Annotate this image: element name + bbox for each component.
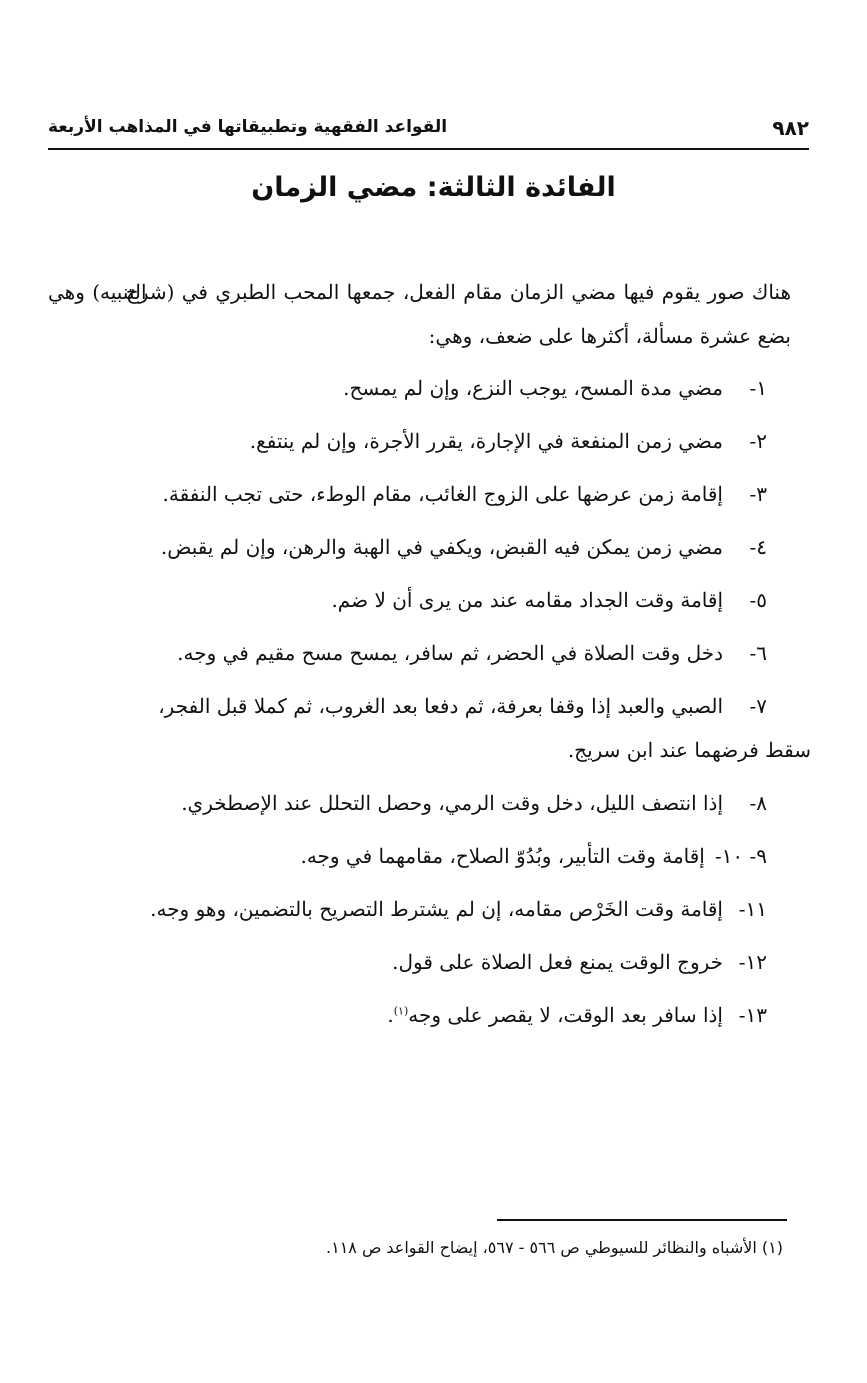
item-text-continued: سقط فرضهما عند ابن سريج. <box>567 738 811 762</box>
item-text: الصبي والعبد إذا وقفا بعرفة، ثم دفعا بعد الغروب، ثم كملا قبل الفجر، <box>158 694 723 718</box>
footnote-divider <box>497 1219 787 1221</box>
list-item <box>48 631 767 675</box>
item-number: ٩- ١٠- <box>714 844 767 868</box>
list-item <box>48 525 767 569</box>
item-text: إذا سافر بعد الوقت، لا يقصر على وجه <box>408 1003 723 1027</box>
item-number: ٢- <box>749 429 767 453</box>
item-text: مضي زمن يمكن فيه القبض، ويكفي في الهبة والرهن، وإن لم يقبض. <box>160 535 723 559</box>
list-item <box>48 472 767 516</box>
section-title: الفائدة الثالثة: مضي الزمان <box>251 172 616 203</box>
list-item <box>48 578 767 622</box>
item-text: إقامة زمن عرضها على الزوج الغائب، مقام الوطء، حتى تجب النفقة. <box>162 482 723 506</box>
item-text-end: . <box>387 1003 394 1027</box>
list-item <box>48 684 811 772</box>
item-number: ٣- <box>749 482 767 506</box>
page-number: ٩٨٢ <box>772 116 809 140</box>
list-item <box>48 419 767 463</box>
intro-paragraph <box>48 270 791 358</box>
item-number: ١٣- <box>738 1003 767 1027</box>
item-number: ٤- <box>749 535 767 559</box>
item-number: ١٢- <box>738 950 767 974</box>
running-header <box>48 112 809 150</box>
item-text: مضي زمن المنفعة في الإجارة، يقرر الأجرة، وإن لم ينتفع. <box>249 429 723 453</box>
item-text: خروج الوقت يمنع فعل الصلاة على قول. <box>392 950 723 974</box>
intro-line-2: التنبيه) وهي بضع عشرة مسألة، أكثرها على ضعف، وهي: <box>48 280 791 348</box>
item-text: مضي مدة المسح، يوجب النزع، وإن لم يمسح. <box>343 376 723 400</box>
footnote: (١) الأشباه والنظائر للسيوطي ص ٥٦٦ - ٥٦٧، إيضاح القواعد ص ١١٨. <box>326 1238 783 1257</box>
item-text: إقامة وقت الخَرْص مقامه، إن لم يشترط التصريح بالتضمين، وهو وجه. <box>150 897 723 921</box>
list-item <box>48 834 767 878</box>
item-number: ٥- <box>749 588 767 612</box>
intro-line-1: هناك صور يقوم فيها مضي الزمان مقام الفعل، جمعها المحب الطبري في (شرح <box>125 280 791 304</box>
item-text: إذا انتصف الليل، دخل وقت الرمي، وحصل التحلل عند الإصطخري. <box>181 791 723 815</box>
item-number: ٨- <box>749 791 767 815</box>
item-number: ٦- <box>749 641 767 665</box>
list-item <box>48 993 767 1037</box>
list-item <box>48 366 767 410</box>
item-text: إقامة وقت الجداد مقامه عند من يرى أن لا ضم. <box>331 588 723 612</box>
item-number: ١١- <box>738 897 767 921</box>
item-number: ١- <box>749 376 767 400</box>
items-list <box>48 366 811 1046</box>
list-item <box>48 940 767 984</box>
list-item <box>48 781 767 825</box>
item-number: ٧- <box>749 694 767 718</box>
list-item <box>48 887 767 931</box>
item-text: إقامة وقت التأبير، وبُدُوّ الصلاح، مقامهما في وجه. <box>300 844 705 868</box>
item-text: دخل وقت الصلاة في الحضر، ثم سافر، يمسح مسح مقيم في وجه. <box>177 641 723 665</box>
book-title: القواعد الفقهية وتطبيقاتها في المذاهب الأربعة <box>48 117 448 137</box>
footnote-reference[interactable]: (١) <box>393 1004 409 1018</box>
